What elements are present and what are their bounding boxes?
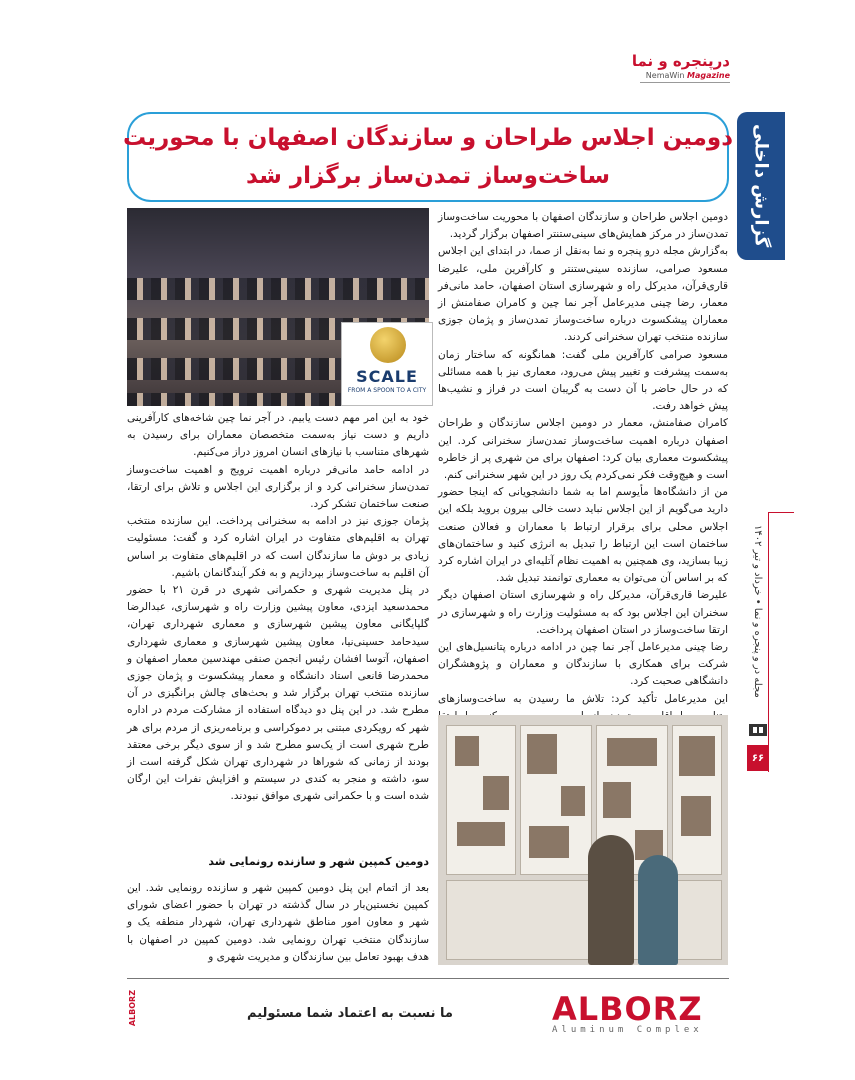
article-title-line1: دومین اجلاس طراحان و سازندگان اصفهان با محوریت [122,125,734,151]
article-left-column-continued [127,880,429,966]
side-rule-horizontal [768,512,794,513]
magazine-name: درپنجره و نما [631,52,730,70]
article-title-box [122,112,734,202]
alborz-brand-sub: Aluminum Complex [552,1025,703,1035]
issue-info-text: مجله در و پنجره و نما • خرداد و تیر ۱۴۰۲ [752,525,763,698]
exhibit-panel [672,725,722,875]
page-number: ۶۶ [747,745,769,771]
article-left-column [127,410,429,806]
paragraph: مسعود صرامی کارآفرین ملی گفت: همانگونه که ساختار زمان به‌سمت پیشرفت و تغییر پیش می‌رود، معماری نیز با همه مسائلی که در حال حاضر با آن دست به گریبان است در فراز و نشیب‌ها پیش خواهد رفت. [438,348,728,413]
paragraph: در پنل مدیریت شهری و حکمرانی شهری در قرن ۲۱ با حضور محمدسعید ایزدی، معاون پیشین وزارت راه و شهرسازی، عبدالرضا گلپایگانی معاون پیشین شهرسازی و معماری شهرداری تهران، سیدحامد حسینی‌نیا، معاون پیشین شهرسازی و معماری شهرداری اصفهان، آتوسا افشان رئیس انجمن صنفی مهندسین معمار اصفهان و محمدرضا قانعی استاد دانشگاه و معمار پیشکسوت و پژمان جوزی سازنده منتخب تهران برگزار شد و بحث‌های چالش برانگیزی در آن مطرح شد. در این پنل دو دیدگاه استفاده از مشارکت مردم در اداره شهر که رویکردی مبتنی بر دموکراسی و برنامه‌ریزی از مردم برای هر طرح شهری است از یک‌سو مطرح شد و از سوی دیگر برخی معتقد بودند از زمانی که شوراها در شهرداری تهران شکل گرفته است از سو، داشته و منجر به کندی در سیستم و افزایش نفرات این ارگان شده است و با حکمرانی شهری موافق نبودند. [127,584,430,803]
footer-side-brand [128,990,140,1040]
exhibit-panel [446,725,516,875]
magazine-sub-text: NemaWin [645,71,685,80]
footer-divider [127,978,729,979]
paragraph: این مدیرعامل تأکید کرد: تلاش ما رسیدن به ساخت‌وسازهای [438,692,728,705]
paragraph: به‌گزارش مجله درو پنجره و نما به‌نقل از صما، در ابتدای این اجلاس مسعود صرامی، سازنده سینی‌ستنتر و کارآفرین ملی، علیرضا قاری‌قرآن، مدیرکل راه و شهرسازی استان اصفهان، حامد مانی‌فر معمار، رضا چینی مدیرعامل آجر نما چین و کامران صفامنش از معماران پیشکسوت درباره ساخت‌وساز تمدن‌ساز و پژمان جوزی سازنده منتخب تهران سخنرانی کردند. [438,245,728,344]
header-divider [640,82,730,83]
paragraph: کامران صفامنش، معمار در دومین اجلاس سازندگان و طراحان اصفهان درباره اهمیت ساخت‌وساز تمدن‌ساز سخنرانی کرد. این پیشکسوت معماری بیان کرد: اصفهان برای من شهری پر از خاطره است و هیچ‌وقت فکر نمی‌کردم یک روز در این شهر سخنرانی کنم. [438,417,728,482]
magazine-mark-icon [747,720,769,740]
paragraph: پژمان جوزی نیز در ادامه به سخنرانی پرداخت. این سازنده منتخب تهران به اقلیم‌های متفاوت در ایران اشاره کرد و گفت: مسئولیت زیادی بر دوش ما سازندگان است که در اقلیم‌های متفاوت بر اساس آن اقلیم به ساخت‌وساز بپردازیم و به فکر آیندگانمان باشیم. [127,515,429,579]
alborz-brand: ALBORZ [552,990,703,1028]
paragraph: دومین اجلاس طراحان و سازندگان اصفهان با محوریت ساخت‌وساز تمدن‌ساز در مرکز همایش‌های سینی‌ستنتر اصفهان برگزار گردید. [438,211,728,241]
footer-side-brand-text: ALBORZ [128,990,137,1027]
paragraph: در ادامه حامد مانی‌فر درباره اهمیت ترویج و اهمیت ساخت‌وساز تمدن‌ساز سخنرانی کرد و از برگزاری این اجلاس و تلاش برای ارتقا، صنعت ساختمان تشکر کرد. [127,463,429,511]
article-title-line2: ساخت‌وساز تمدن‌ساز برگزار شد [245,163,611,189]
scale-word: SCALE [356,367,418,386]
footer-slogan: ما نسبت به اعتماد شما مسئولیم [247,1006,453,1021]
paragraph: علیرضا قاری‌قرآن، مدیرکل راه و شهرسازی استان اصفهان دیگر سخنران این اجلاس بود که به مسئولیت وزارت راه و شهرسازی در ارتقا ساخت‌وساز در استان اصفهان پرداخت. [438,589,728,636]
paragraph: من از دانشگاه‌ها مأیوسم اما به شما دانشجویانی که اینجا حضور دارید می‌گویم از این اجلاس نباید دست خالی بیرون بروید بلکه این اجلاس محلی برای برقرار ارتباط با معماران و فعالان صنعت ساختمان است این ارتباط را تبدیل به انرژی کنید و ساختمان‌های زیبا بسازید، وی همچنین به اهمیت نظام آتلیه‌ای در ایران اشاره کرد که بر اساس آن می‌توان به معماری توانمند تبدیل شد. [438,486,728,585]
alborz-logo [552,990,728,1035]
visitor-figure [638,855,678,965]
issue-info [752,525,782,715]
exhibit-panel [520,725,592,875]
magazine-subtitle [646,71,730,80]
scale-event-logo [341,322,433,406]
paragraph: بعد از اتمام این پنل دومین کمپین شهر و سازنده رونمایی شد. این کمپین نخستین‌بار در سال گذشته در تهران با حضور اعضای شورای شهر و معاون امور مناطق شهرداری تهران، شهردار منطقه یک و سازندگان منتخب تهران رونمایی شد. دومین کمپین در اصفهان با هدف بهبود تعامل بین سازندگان و مدیریت شهری و [127,882,429,963]
section-label: گزارش داخلی [750,124,772,248]
magazine-logo [631,52,730,82]
article-subheading: دومین کمپین شهر و سازنده رونمایی شد [208,855,429,868]
scale-tagline: FROM A SPOON TO A CITY [347,387,427,394]
exhibit-lower-panels [446,880,722,960]
magazine-sub-bold: Magazine [686,71,730,80]
exhibition-photo [438,715,728,965]
paragraph: رضا چینی مدیرعامل آجر نما چین در ادامه درباره پتانسیل‌های این شرکت برای همکاری با سازندگان و معماران و پژوهشگران دانشگاهی صحبت کرد. [438,641,728,688]
section-tab [737,112,785,260]
audience-row [127,278,429,300]
paragraph: خود به این امر مهم دست یابیم. در آجر نما چین شاخه‌های کارآفرینی داریم و دست نیاز به‌سمت متخصصان معماران برای رسیدن به شهرهای متناسب با نیازهای انسان امروز دراز می‌کنیم. [127,412,429,459]
article-right-column [438,209,728,742]
visitor-figure [588,835,634,965]
medal-icon [370,327,406,363]
